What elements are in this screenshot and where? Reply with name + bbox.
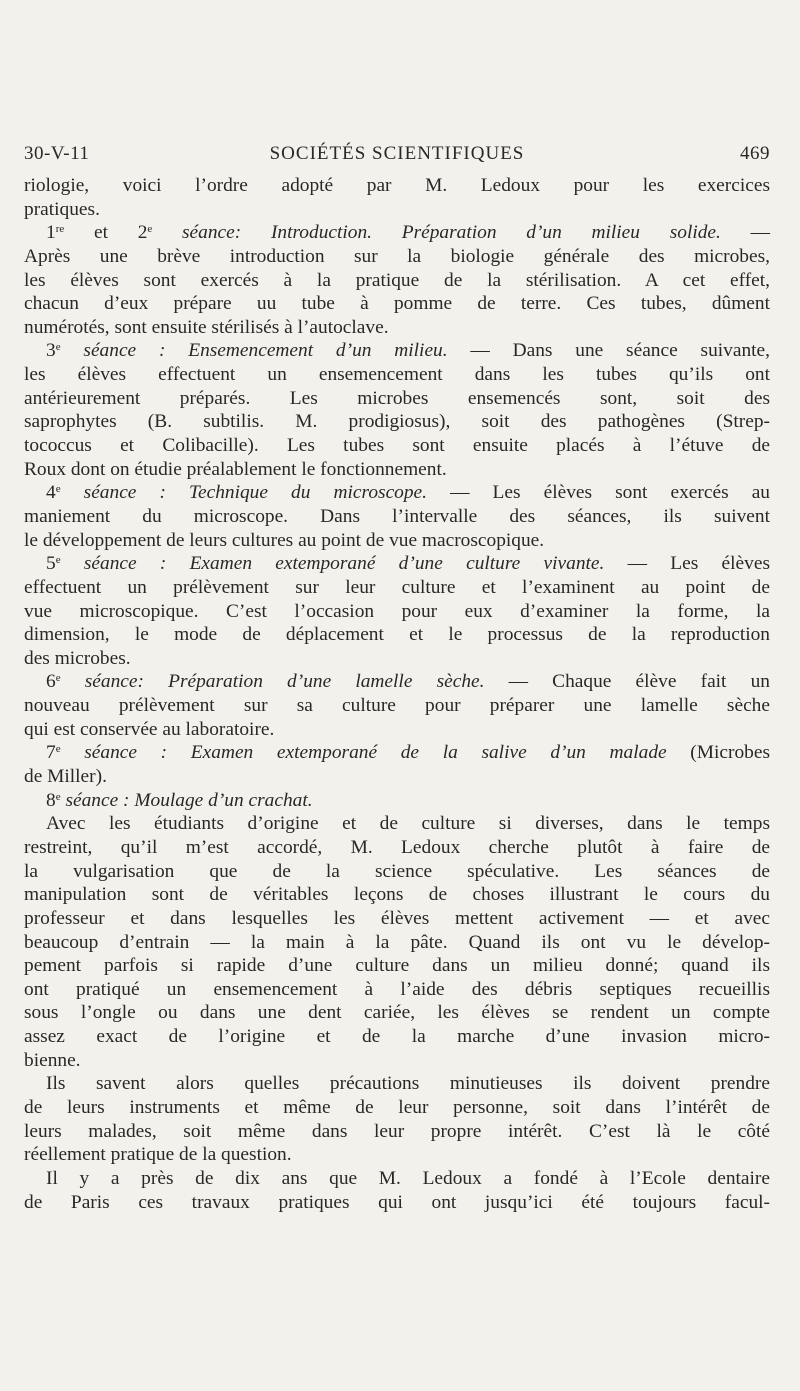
line-sup2: e [147, 223, 153, 236]
line-t: professeur et dans lesquelles les élèves mettent activement — et avec [24, 907, 770, 929]
line-t: vue microscopique. C’est l’occasion pour eux d’examiner la forme, la [24, 600, 770, 622]
line-t: riologie, voici l’ordre adopté par M. Ledoux pour les exercices [24, 175, 770, 196]
line-t: les élèves effectuent un ensemencement dans les tubes qu’ils ont [24, 364, 770, 386]
text-line [24, 410, 770, 434]
text-line [24, 931, 770, 955]
text-line [24, 600, 770, 624]
text-line [24, 316, 770, 340]
text-line [24, 789, 770, 813]
line-sup: re [55, 223, 65, 236]
line-num: 8 [46, 789, 56, 811]
text-line [24, 647, 770, 671]
text-line [24, 245, 770, 269]
text-line [24, 1191, 770, 1215]
line-t: le développement de leurs cultures au point de vue macroscopique. [24, 529, 545, 551]
text-line [24, 1120, 770, 1144]
line-t: (Microbes [666, 742, 770, 764]
line-it: séance : Ensemencement d’un milieu. [60, 340, 448, 362]
line-t: Avec les étudiants d’origine et de culture si diverses, dans le temps [46, 813, 770, 835]
line-t: Roux dont on étudie préalablement le fonctionnement. [24, 458, 447, 480]
line-t: ont pratiqué un ensemencement à l’aide des débris septiques recueillis [24, 978, 770, 1000]
text-line [24, 741, 770, 765]
header-section-title: SOCIÉTÉS SCIENTIFIQUES [269, 143, 525, 164]
line-sup: e [55, 483, 61, 496]
text-line [24, 458, 770, 482]
line-it: séance: Préparation d’une lamelle sèche. [60, 671, 485, 693]
line-t: leurs malades, soit même dans leur propre intérêt. C’est là le côté [24, 1120, 770, 1142]
text-line [24, 812, 770, 836]
text-line [24, 1072, 770, 1096]
line-t2: et 2 [64, 222, 148, 244]
line-t: — Les élèves [604, 553, 770, 575]
text-line [24, 552, 770, 576]
line-t: qui est conservée au laboratoire. [24, 718, 275, 740]
text-line [24, 860, 770, 884]
line-t: restreint, qu’il m’est accordé, M. Ledoux cherche plutôt à faire de [24, 836, 770, 858]
line-t: nouveau prélèvement sur sa culture pour préparer une lamelle sèche [24, 695, 770, 717]
text-line [24, 836, 770, 860]
line-t: manipulation sont de véritables leçons de choses illustrant le cours du [24, 884, 770, 906]
line-num: 4 [46, 482, 56, 504]
line-sup: e [55, 790, 61, 803]
text-line [24, 576, 770, 600]
text-line [24, 1167, 770, 1191]
text-line [24, 765, 770, 789]
line-t: assez exact de l’origine et de la marche d’une invasion micro- [24, 1026, 770, 1048]
text-line [24, 954, 770, 978]
text-line [24, 718, 770, 742]
text-line [24, 174, 770, 198]
line-t: — [720, 222, 770, 244]
line-t: beaucoup d’entrain — la main à la pâte. Quand ils ont vu le dévelop- [24, 931, 770, 953]
line-t: Il y a près de dix ans que M. Ledoux a fondé à l’Ecole dentaire [46, 1167, 770, 1189]
text-line [24, 907, 770, 931]
line-t: maniement du microscope. Dans l’intervalle des séances, ils suivent [24, 505, 770, 527]
text-line [24, 883, 770, 907]
header-date: 30-V-11 [24, 143, 90, 164]
text-line [24, 978, 770, 1002]
text-line [24, 269, 770, 293]
line-sup: e [55, 341, 61, 354]
line-it: séance: Introduction. Préparation d’un milieu solide. [152, 222, 721, 244]
line-t: Ils savent alors quelles précautions minutieuses ils doivent prendre [46, 1073, 770, 1095]
running-header [24, 143, 770, 171]
line-t: de Paris ces travaux pratiques qui ont jusqu’ici été toujours facul- [24, 1191, 770, 1213]
text-line [24, 670, 770, 694]
line-t: pement parfois si rapide d’une culture dans un milieu donné; quand ils [24, 955, 770, 977]
text-line [24, 1001, 770, 1025]
line-t: — Les élèves sont exercés au [427, 482, 770, 504]
body-text [24, 174, 770, 1214]
line-num: 3 [46, 340, 56, 362]
line-t: réellement pratique de la question. [24, 1144, 292, 1166]
line-t: saprophytes (B. subtilis. M. prodigiosus), soit des pathogènes (Strep- [24, 411, 770, 433]
line-it: séance : Moulage d’un crachat. [60, 789, 313, 811]
line-num: 7 [46, 742, 56, 764]
text-line [24, 505, 770, 529]
line-t: numérotés, sont ensuite stérilisés à l’autoclave. [24, 316, 389, 338]
text-line [24, 387, 770, 411]
line-it: séance : Examen extemporané de la salive d’un malade [60, 742, 667, 764]
line-t: antérieurement préparés. Les microbes ensemencés sont, soit des [24, 387, 770, 409]
line-t: de Miller). [24, 766, 107, 788]
text-line [24, 623, 770, 647]
line-t: pratiques. [24, 198, 100, 220]
line-t: — Chaque élève fait un [484, 671, 770, 693]
text-line [24, 339, 770, 363]
line-sup: e [55, 743, 61, 756]
line-t: dimension, le mode de déplacement et le processus de la reproduction [24, 624, 770, 646]
text-line [24, 481, 770, 505]
text-line [24, 529, 770, 553]
page-number: 469 [740, 143, 770, 164]
text-line [24, 694, 770, 718]
text-line [24, 198, 770, 222]
line-t: chacun d’eux prépare uu tube à pomme de terre. Ces tubes, dûment [24, 293, 770, 315]
line-it: séance : Examen extemporané d’une culture vivante. [60, 553, 605, 575]
text-line [24, 434, 770, 458]
line-t: Après une brève introduction sur la biologie générale des microbes, [24, 245, 770, 267]
line-t: des microbes. [24, 647, 131, 669]
line-t: — Dans une séance suivante, [447, 340, 770, 362]
text-line [24, 1143, 770, 1167]
line-t: sous l’ongle ou dans une dent cariée, les élèves se rendent un compte [24, 1002, 770, 1024]
line-it: séance : Technique du microscope. [60, 482, 428, 504]
line-t: bienne. [24, 1049, 81, 1071]
line-t: la vulgarisation que de la science spéculative. Les séances de [24, 860, 770, 882]
line-num: 6 [46, 671, 56, 693]
text-line [24, 1025, 770, 1049]
line-num: 5 [46, 553, 56, 575]
line-sup: e [55, 554, 61, 567]
text-line [24, 292, 770, 316]
line-t: de leurs instruments et même de leur personne, soit dans l’intérêt de [24, 1096, 770, 1118]
text-line [24, 1049, 770, 1073]
text-line [24, 1096, 770, 1120]
line-t: effectuent un prélèvement sur leur culture et l’examinent au point de [24, 576, 770, 598]
line-t: tococcus et Colibacille). Les tubes sont ensuite placés à l’étuve de [24, 435, 770, 457]
line-sup: e [55, 672, 61, 685]
text-line [24, 363, 770, 387]
text-line [24, 221, 770, 245]
line-t: les élèves sont exercés à la pratique de la stérilisation. A cet effet, [24, 269, 770, 291]
line-num: 1 [46, 222, 56, 244]
